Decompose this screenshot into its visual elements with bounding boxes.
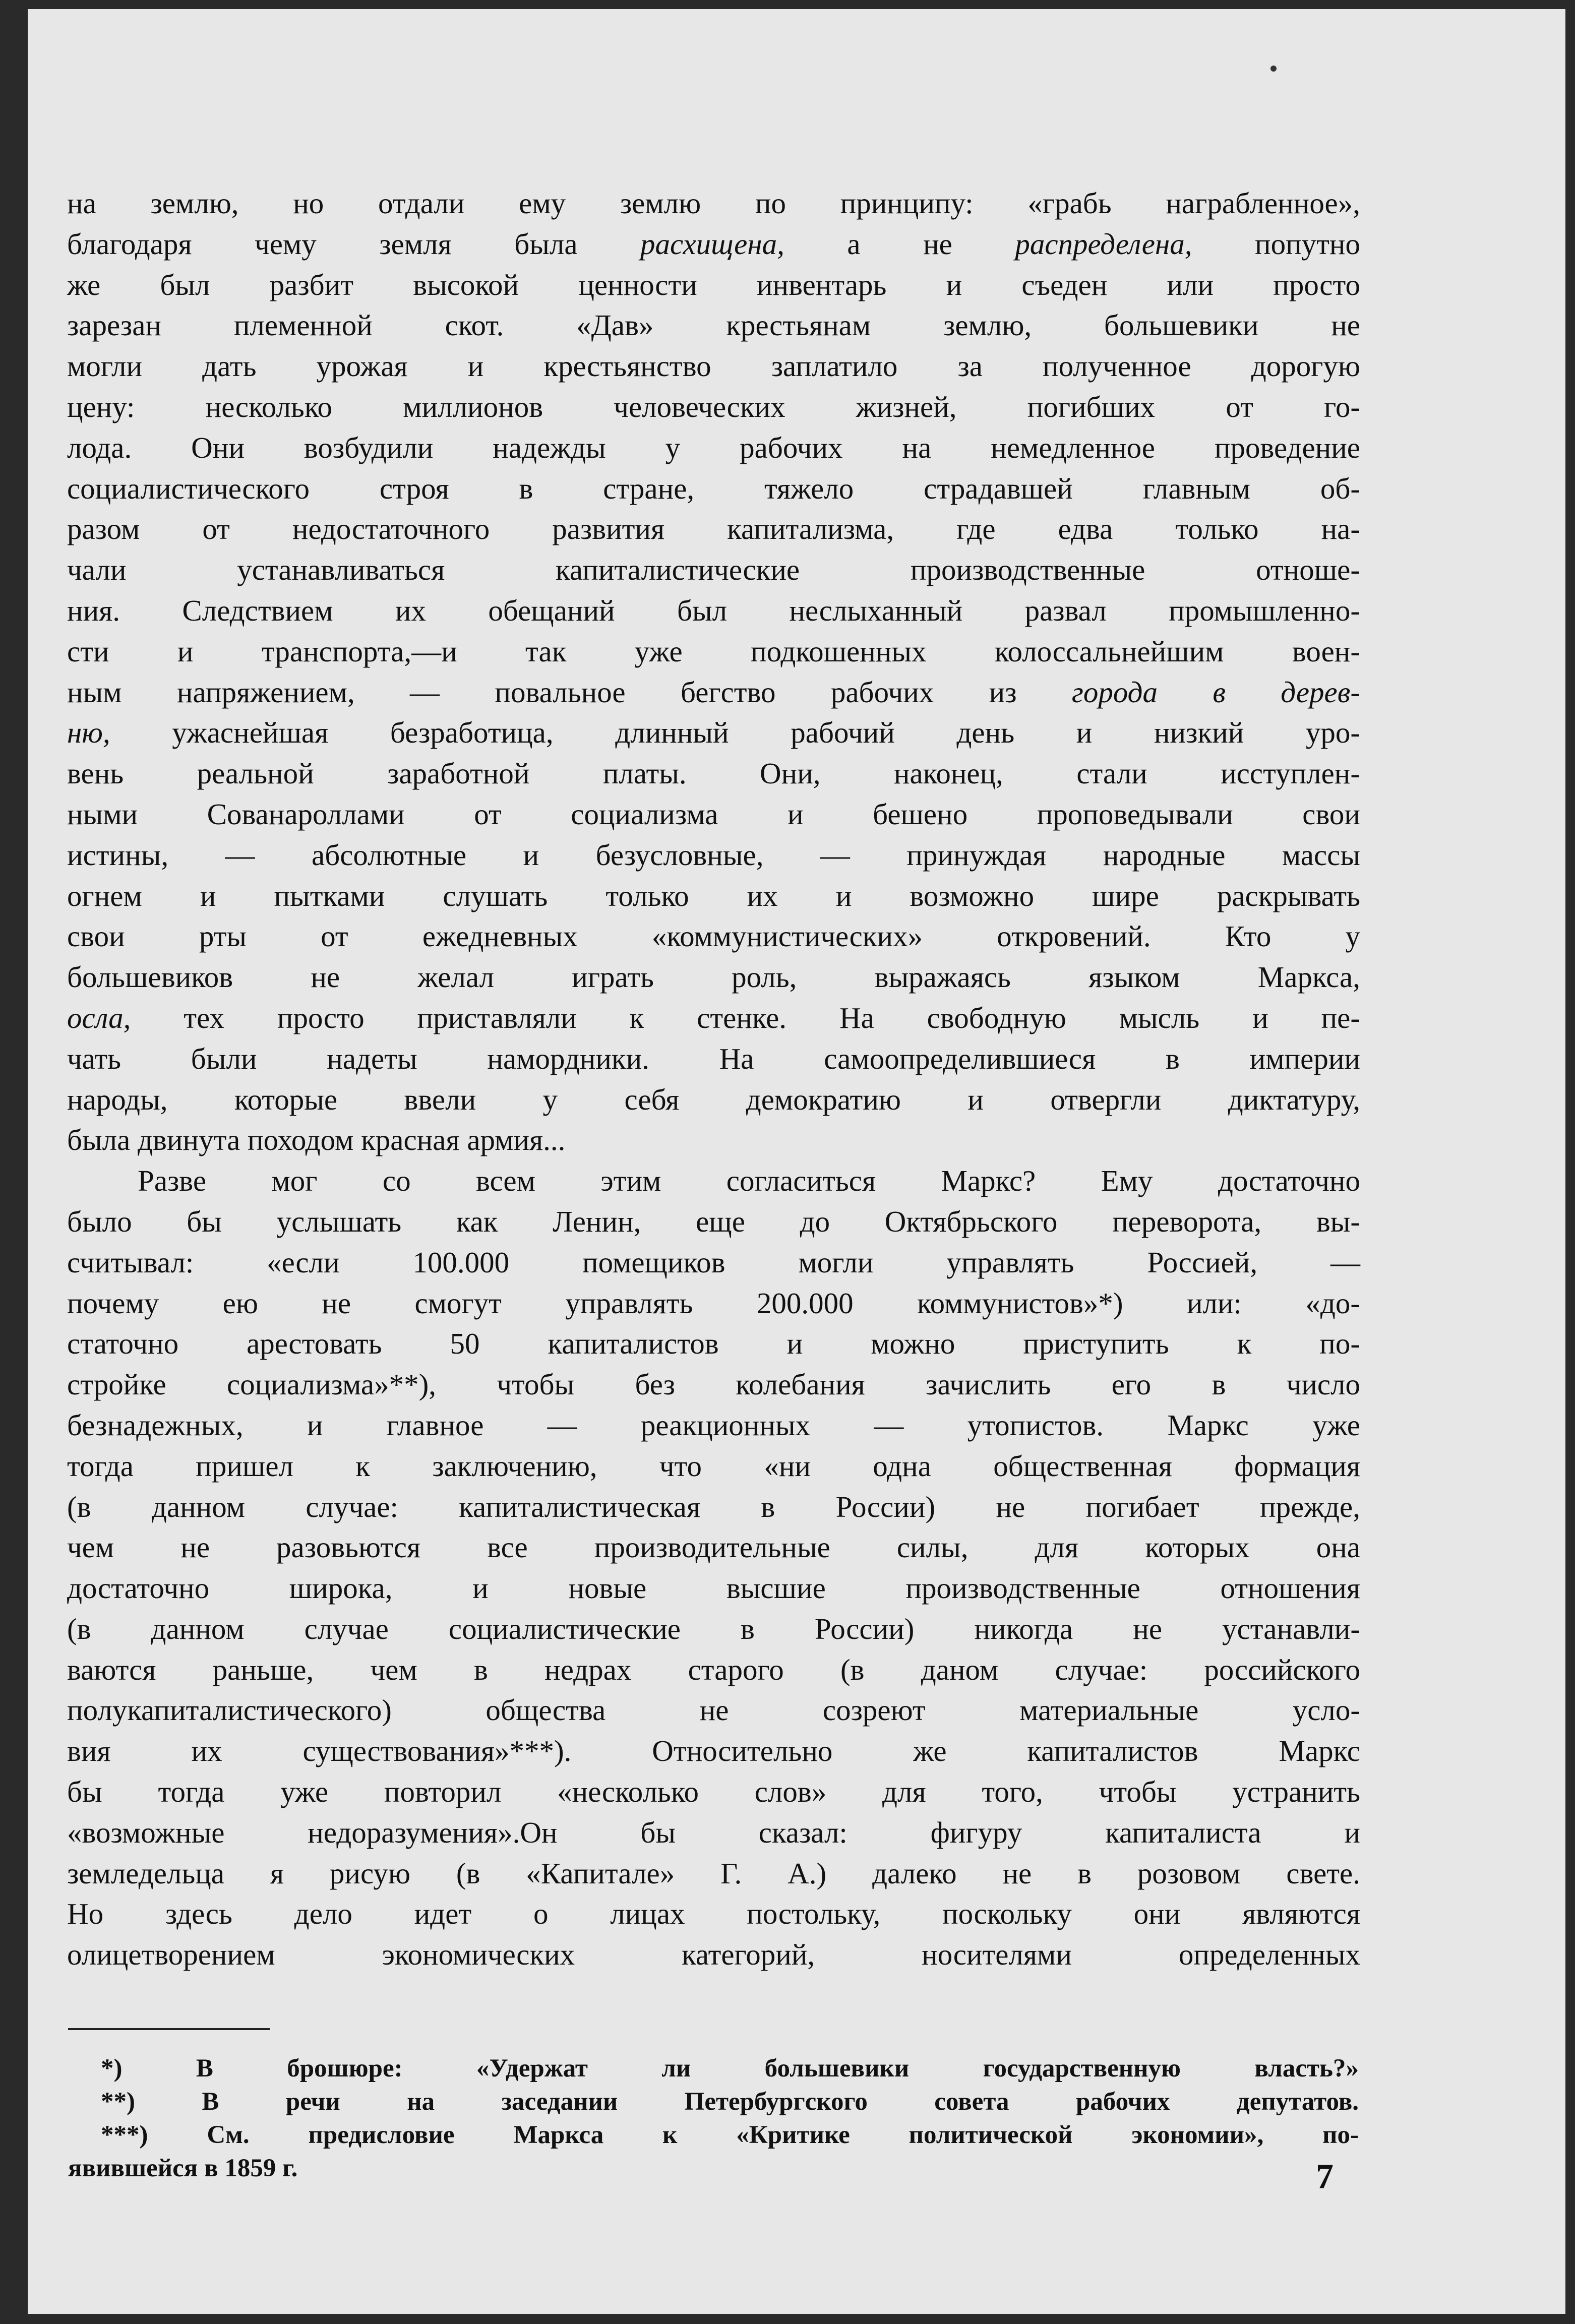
footnote-rule [68, 2028, 270, 2030]
text-line: полукапиталистического) общества не созреют материальные усло- [67, 1693, 1360, 1727]
text-line: ню, ужаснейшая безработица, длинный рабочий день и низкий уро- [67, 716, 1360, 750]
text-line: (в данном случае социалистические в России) никогда не устанавли- [67, 1612, 1360, 1645]
text-line: тогда пришел к заключению, что «ни одна общественная формация [67, 1449, 1360, 1483]
text-line: свои рты от ежедневных «коммунистических» откровений. Кто у [67, 920, 1360, 953]
text-line: вия их существования»***). Относительно же капиталистов Маркс [67, 1734, 1360, 1768]
text-line: олицетворением экономических категорий, носителями определенных [67, 1938, 1360, 1972]
body-text [67, 183, 1360, 1975]
footnote: ***) См. предисловие Маркса к «Критике политической экономии», по- [101, 2121, 1359, 2149]
text-line: ния. Следствием их обещаний был неслыханный развал промышленно- [67, 593, 1360, 627]
text-line: чем не разовьются все производительные силы, для которых она [67, 1531, 1360, 1564]
text-line: почему ею не смогут управлять 200.000 коммунистов»*) или: «до- [67, 1286, 1360, 1320]
text-line: была двинута походом красная армия... [67, 1123, 566, 1157]
text-line: стройке социализма»**), чтобы без колебания зачислить его в число [67, 1368, 1360, 1401]
text-line: Но здесь дело идет о лицах постольку, поскольку они являются [67, 1897, 1360, 1931]
text-line: осла, тех просто приставляли к стенке. На свободную мысль и пе- [67, 1001, 1360, 1034]
page-number: 7 [1316, 2157, 1334, 2196]
text-line: земледельца я рисую (в «Капитале» Г. А.) далеко не в розовом свете. [67, 1856, 1360, 1890]
text-line: зарезан племенной скот. «Дав» крестьянам землю, большевики не [67, 309, 1360, 342]
text-line: ными Сованароллами от социализма и бешено проповедывали свои [67, 797, 1360, 831]
text-line: было бы услышать как Ленин, еще до Октябрьского переворота, вы- [67, 1204, 1360, 1238]
text-line: достаточно широка, и новые высшие производственные отношения [67, 1571, 1360, 1605]
footnote: **) В речи на заседании Петербургского совета рабочих депутатов. [101, 2088, 1359, 2116]
text-line: большевиков не желал играть роль, выражаясь языком Маркса, [67, 960, 1360, 994]
text-line: на землю, но отдали ему землю по принципу: «грабь награбленное», [67, 187, 1360, 220]
text-line: ваются раньше, чем в недрах старого (в даном случае: российского [67, 1653, 1360, 1686]
text-line: считывал: «если 100.000 помещиков могли управлять Россией, — [67, 1245, 1360, 1279]
text-line: Разве мог со всем этим согласиться Маркс? Ему достаточно [138, 1164, 1360, 1198]
footnotes [68, 2052, 1359, 2185]
text-line: вень реальной заработной платы. Они, наконец, стали исступлен- [67, 757, 1360, 790]
text-line: цену: несколько миллионов человеческих жизней, погибших от го- [67, 390, 1360, 423]
text-line: чать были надеты намордники. На самоопределившиеся в империи [67, 1042, 1360, 1075]
text-line: социалистического строя в стране, тяжело страдавшей главным об- [67, 471, 1360, 505]
text-line: ным напряжением, — повальное бегство рабочих из города в дерев- [67, 675, 1360, 709]
text-line: благодаря чему земля была расхищена, а не распределена, попутно [67, 227, 1360, 261]
text-line: разом от недостаточного развития капитализма, где едва только на- [67, 512, 1360, 546]
text-line: народы, которые ввели у себя демократию и отвергли диктатуру, [67, 1082, 1360, 1116]
footnote: *) В брошюре: «Удержат ли большевики государственную власть?» [101, 2054, 1359, 2083]
text-line: истины, — абсолютные и безусловные, — принуждая народные массы [67, 838, 1360, 872]
text-line: безнадежных, и главное — реакционных — утопистов. Маркс уже [67, 1408, 1360, 1442]
book-page [28, 9, 1565, 2314]
text-line: лода. Они возбудили надежды у рабочих на немедленное проведение [67, 431, 1360, 464]
print-speck [1270, 66, 1277, 72]
text-line: (в данном случае: капиталистическая в России) не погибает прежде, [67, 1490, 1360, 1523]
text-line: же был разбит высокой ценности инвентарь и съеден или просто [67, 268, 1360, 301]
text-line: бы тогда уже повторил «несколько слов» для того, чтобы устранить [67, 1775, 1360, 1809]
text-line: «возможные недоразумения».Он бы сказал: фигуру капиталиста и [67, 1815, 1360, 1849]
text-line: статочно арестовать 50 капиталистов и можно приступить к по- [67, 1327, 1360, 1361]
text-line: чали устанавливаться капиталистические производственные отноше- [67, 553, 1360, 587]
footnote: явившейся в 1859 г. [68, 2154, 298, 2182]
text-line: могли дать урожая и крестьянство заплатило за полученное дорогую [67, 349, 1360, 383]
text-line: огнем и пытками слушать только их и возможно шире раскрывать [67, 879, 1360, 912]
text-line: сти и транспорта,—и так уже подкошенных колоссальнейшим воен- [67, 634, 1360, 668]
